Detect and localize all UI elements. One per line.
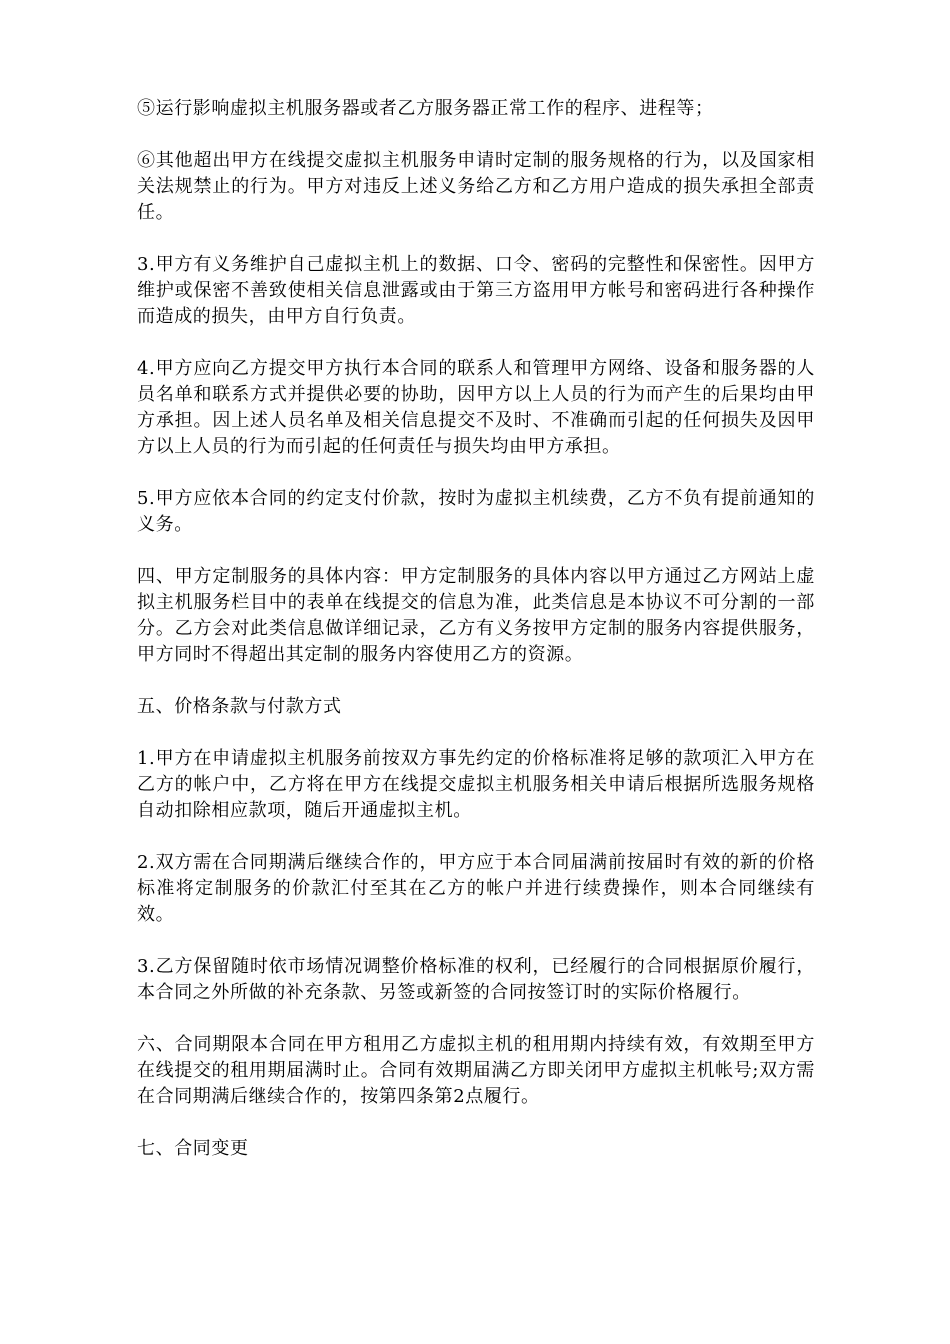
clause-item-6: ⑥其他超出甲方在线提交虚拟主机服务申请时定制的服务规格的行为，以及国家相关法规禁止的行为。甲方对违反上述义务给乙方和乙方用户造成的损失承担全部责任。 — [137, 150, 815, 223]
document-body — [137, 96, 815, 1188]
section-5-clause-1: 1.甲方在申请虚拟主机服务前按双方事先约定的价格标准将足够的款项汇入甲方在乙方的帐户中，乙方将在甲方在线提交虚拟主机服务相关申请后根据所选服务规格自动扣除相应款项，随后开通虚拟主机。 — [137, 748, 815, 821]
section-5-clause-3: 3.乙方保留随时依市场情况调整价格标准的权利，已经履行的合同根据原价履行，本合同之外所做的补充条款、另签或新签的合同按签订时的实际价格履行。 — [137, 956, 815, 1003]
section-7-heading: 七、合同变更 — [137, 1138, 249, 1159]
clause-5-payment-renewal: 5.甲方应依本合同的约定支付价款，按时为虚拟主机续费，乙方不负有提前通知的义务。 — [137, 488, 815, 535]
clause-4-contacts: 4.甲方应向乙方提交甲方执行本合同的联系人和管理甲方网络、设备和服务器的人员名单和联系方式并提供必要的协助，因甲方以上人员的行为而产生的后果均由甲方承担。因上述人员名单及相关信息提交不及时、不准确而引起的任何损失及因甲方以上人员的行为而引起的任何责任与损失均由甲方承担。 — [137, 358, 815, 457]
section-4-custom-service: 四、甲方定制服务的具体内容：甲方定制服务的具体内容以甲方通过乙方网站上虚拟主机服务栏目中的表单在线提交的信息为准，此类信息是本协议不可分割的一部分。乙方会对此类信息做详细记录，乙方有义务按甲方定制的服务内容提供服务，甲方同时不得超出其定制的服务内容使用乙方的资源。 — [137, 566, 815, 665]
section-6-term: 六、合同期限本合同在甲方租用乙方虚拟主机的租用期内持续有效，有效期至甲方在线提交的租用期届满时止。合同有效期届满乙方即关闭甲方虚拟主机帐号;双方需在合同期满后继续合作的，按第四条第2点履行。 — [137, 1034, 815, 1107]
clause-item-5: ⑤运行影响虚拟主机服务器或者乙方服务器正常工作的程序、进程等； — [137, 98, 714, 119]
section-5-heading: 五、价格条款与付款方式 — [137, 696, 342, 717]
clause-3-data-security: 3.甲方有义务维护自己虚拟主机上的数据、口令、密码的完整性和保密性。因甲方维护或保密不善致使相关信息泄露或由于第三方盗用甲方帐号和密码进行各种操作而造成的损失，由甲方自行负责。 — [137, 254, 815, 327]
section-5-clause-2: 2.双方需在合同期满后继续合作的，甲方应于本合同届满前按届时有效的新的价格标准将定制服务的价款汇付至其在乙方的帐户并进行续费操作，则本合同继续有效。 — [137, 852, 815, 925]
